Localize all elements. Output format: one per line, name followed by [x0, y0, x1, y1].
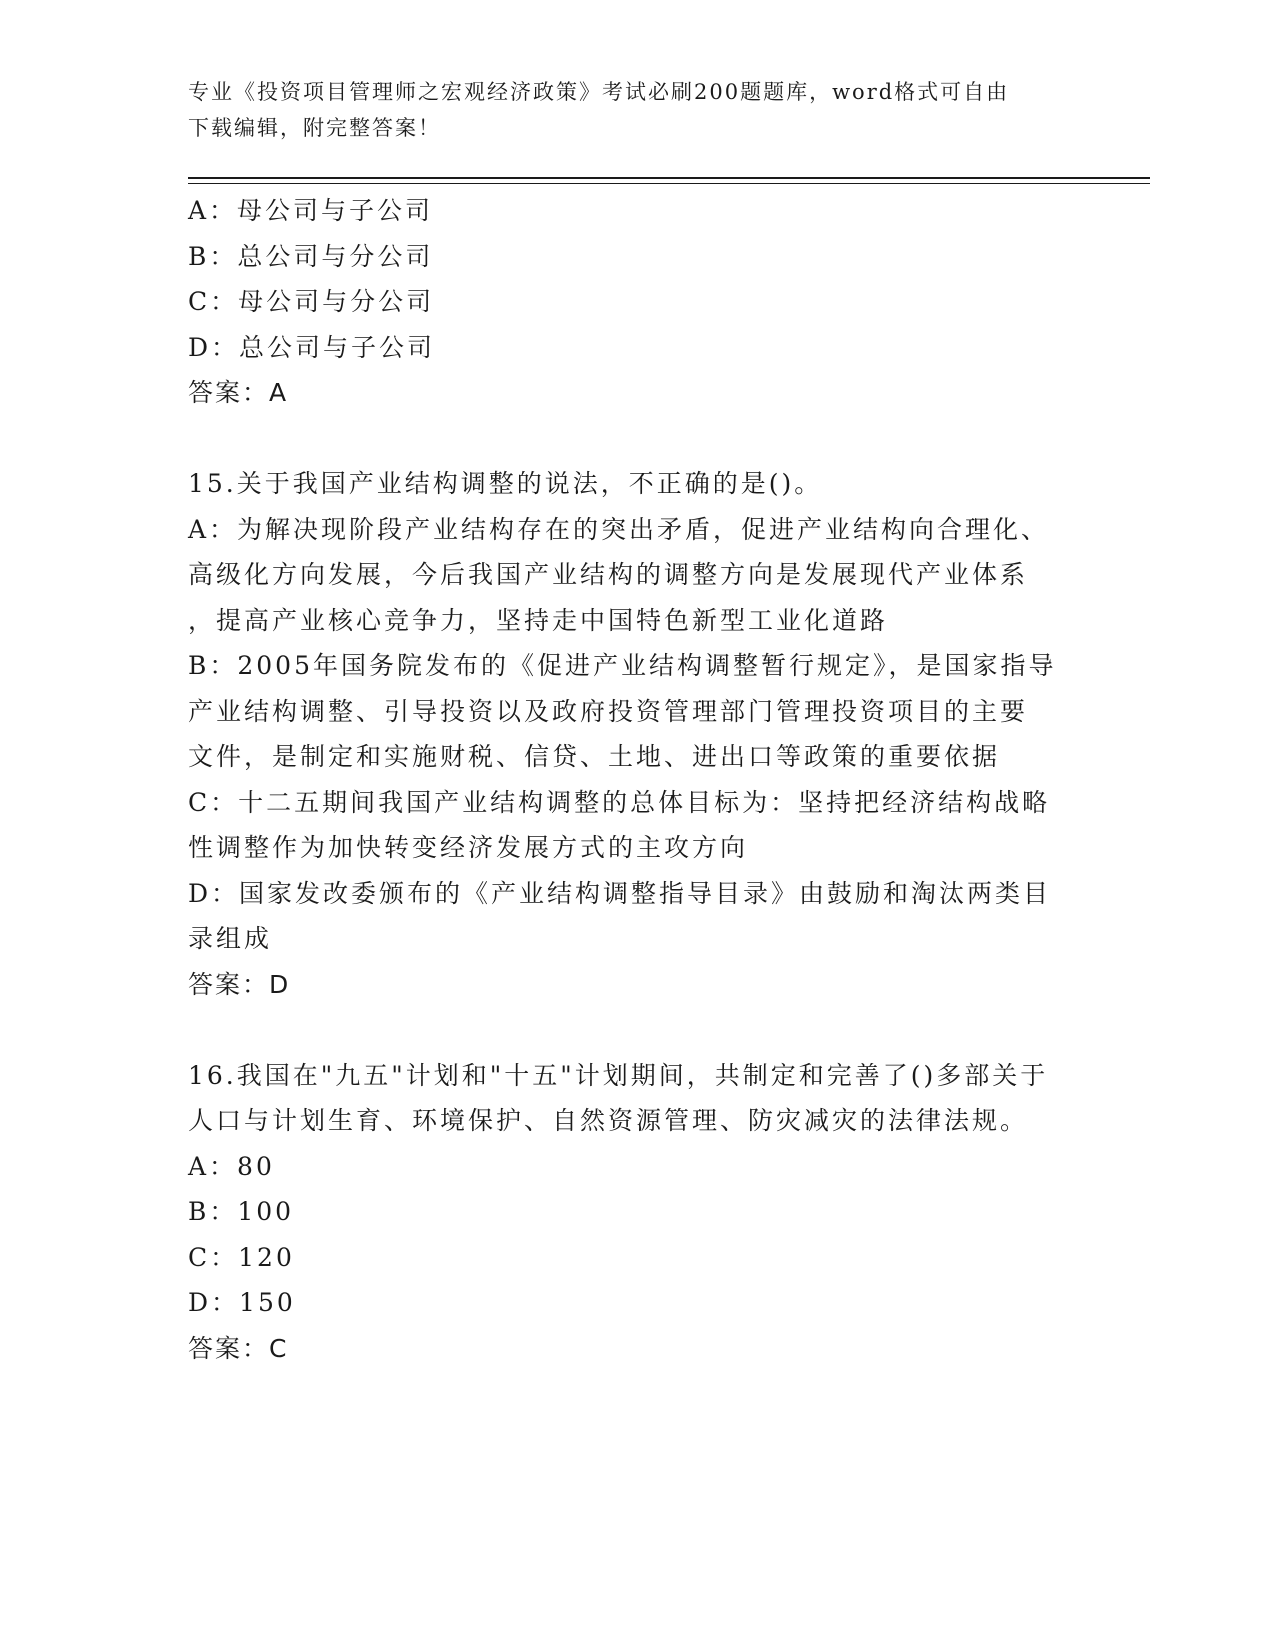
option-a: A：为解决现阶段产业结构存在的突出矛盾，促进产业结构向合理化、: [188, 514, 1050, 544]
answer: 答案：D: [188, 969, 291, 999]
header-line: 专业《投资项目管理师之宏观经济政策》考试必刷200题题库，word格式可自由: [188, 80, 1010, 104]
question-15: [188, 461, 1088, 1007]
option-d: D：总公司与子公司: [188, 332, 436, 362]
option-b: B：100: [188, 1197, 295, 1226]
option-b-cont: 文件，是制定和实施财税、信贷、土地、进出口等政策的重要依据: [188, 742, 1001, 771]
question-14: [188, 188, 1088, 416]
option-d: D：国家发改委颁布的《产业结构调整指导目录》由鼓励和淘汰两类目: [188, 878, 1052, 908]
option-c: C：母公司与分公司: [188, 287, 435, 316]
spacer: [188, 1007, 1088, 1053]
option-d-cont: 录组成: [188, 924, 273, 953]
document-header: [188, 74, 1088, 146]
header-divider: [188, 177, 1150, 179]
header-line: 下载编辑，附完整答案！: [188, 116, 441, 140]
header-divider-thin: [188, 183, 1150, 184]
spacer: [188, 416, 1088, 462]
answer: 答案：C: [188, 1333, 289, 1363]
option-c-cont: 性调整作为加快转变经济发展方式的主攻方向: [188, 833, 749, 862]
option-a-cont: 高级化方向发展，今后我国产业结构的调整方向是发展现代产业体系: [188, 560, 1029, 589]
option-b-cont: 产业结构调整、引导投资以及政府投资管理部门管理投资项目的主要: [188, 696, 1029, 726]
option-c: C：120: [188, 1242, 295, 1272]
option-c: C：十二五期间我国产业结构调整的总体目标为：坚持把经济结构战略: [188, 787, 1051, 817]
option-d: D：150: [188, 1288, 296, 1317]
option-b: B：总公司与分公司: [188, 241, 434, 271]
answer: 答案：A: [188, 378, 289, 407]
question-text: 15.关于我国产业结构调整的说法，不正确的是()。: [188, 469, 823, 498]
option-a: A：母公司与子公司: [188, 196, 434, 225]
question-16: [188, 1053, 1088, 1372]
question-text: 16.我国在"九五"计划和"十五"计划期间，共制定和完善了()多部关于: [188, 1060, 1049, 1090]
question-list: [188, 188, 1088, 1371]
option-a-cont: ，提高产业核心竞争力，坚持走中国特色新型工业化道路: [188, 605, 889, 635]
option-a: A：80: [188, 1151, 275, 1181]
question-text-cont: 人口与计划生育、环境保护、自然资源管理、防灾减灾的法律法规。: [188, 1106, 1029, 1135]
option-b: B：2005年国务院发布的《促进产业结构调整暂行规定》，是国家指导: [188, 651, 1057, 680]
